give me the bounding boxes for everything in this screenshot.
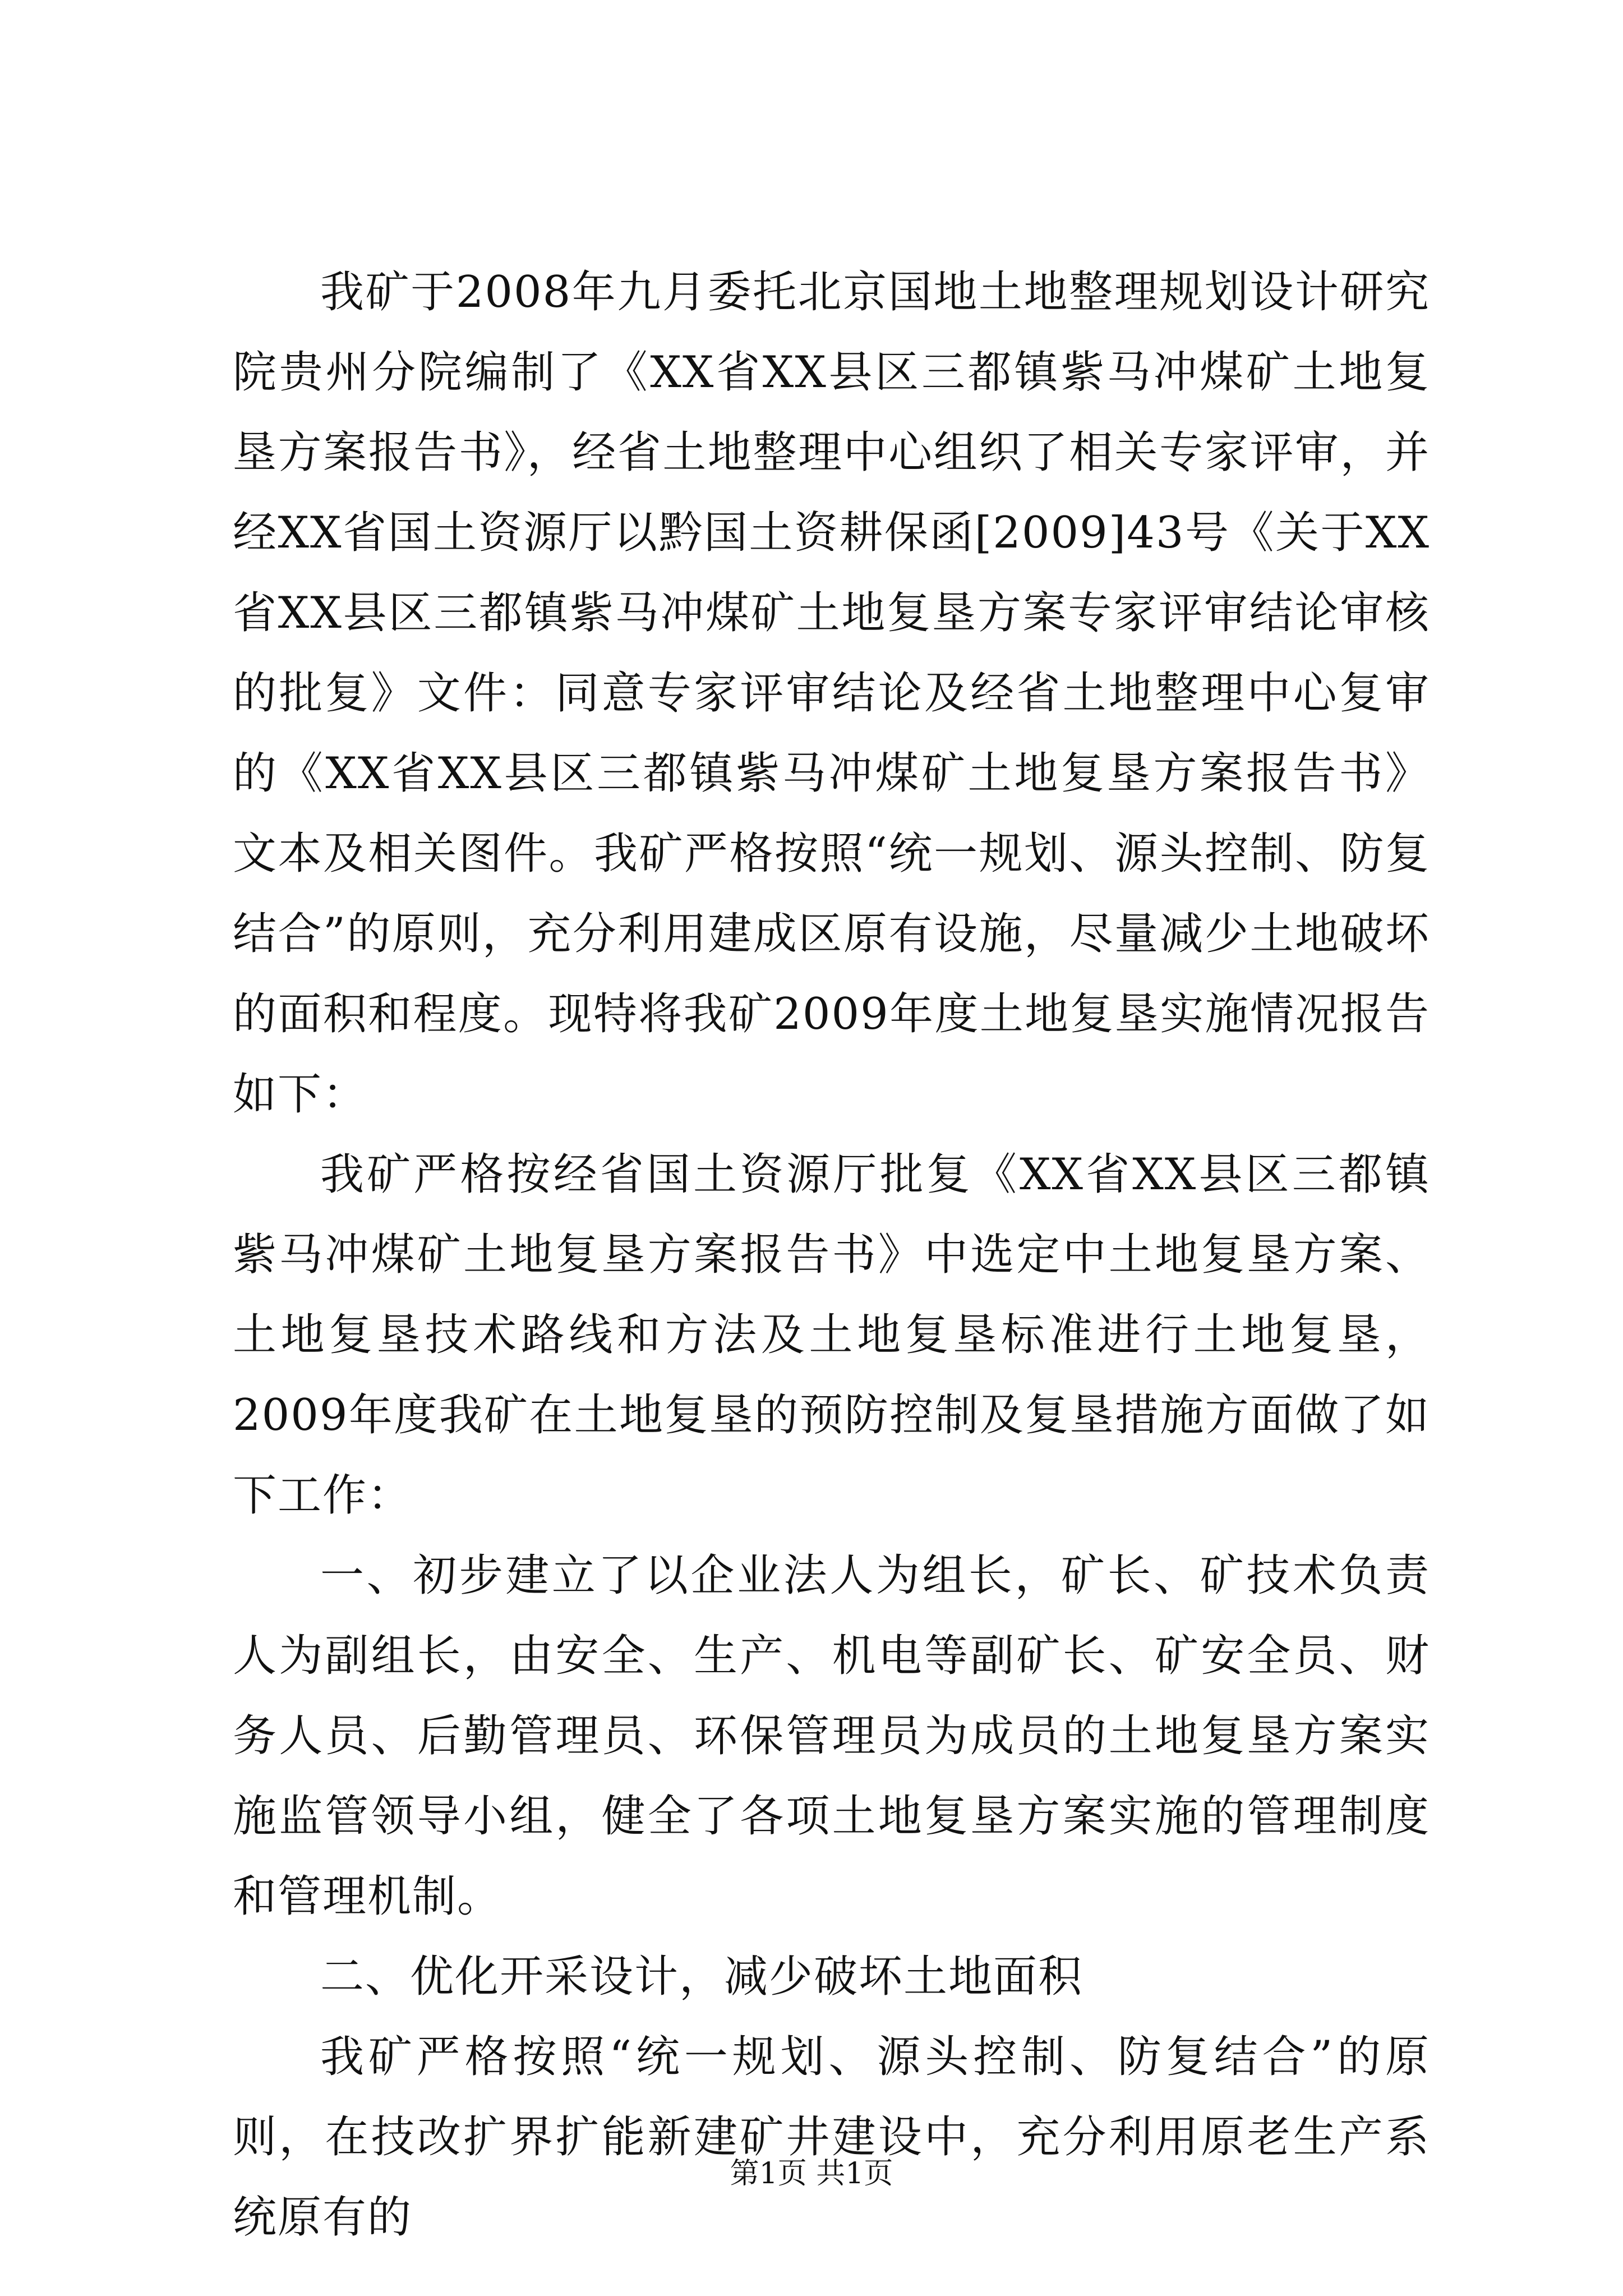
document-body — [233, 252, 1430, 2258]
paragraph-3: 一、初步建立了以企业法人为组长，矿长、矿技术负责人为副组长，由安全、生产、机电等副矿长、矿安全员、财务人员、后勤管理员、环保管理员为成员的土地复垦方案实施监管领导小组，健全了各项土地复垦方案实施的管理制度和管理机制。 — [233, 1550, 1430, 1922]
paragraph-4: 二、优化开采设计，减少破坏土地面积 — [320, 1952, 1083, 2002]
paragraph-5: 我矿严格按照“统一规划、源头控制、防复结合”的原则，在技改扩界扩能新建矿井建设中，充分利用原老生产系统原有的 — [233, 2032, 1430, 2243]
paragraph-2: 我矿严格按经省国土资源厅批复《XX省XX县区三都镇紫马冲煤矿土地复垦方案报告书》中选定中土地复垦方案、土地复垦技术路线和方法及土地复垦标准进行土地复垦，2009年度我矿在土地复垦的预防控制及复垦措施方面做了如下工作： — [233, 1149, 1430, 1521]
page-footer — [0, 2154, 1623, 2193]
page-number-label: 第1页 共1页 — [730, 2157, 893, 2191]
paragraph-1: 我矿于2008年九月委托北京国地土地整理规划设计研究院贵州分院编制了《XX省XX县区三都镇紫马冲煤矿土地复垦方案报告书》，经省土地整理中心组织了相关专家评审，并经XX省国土资源厅以黔国土资耕保函[2009]43号《关于XX省XX县区三都镇紫马冲煤矿土地复垦方案专家评审结论审核的批复》文件：同意专家评审结论及经省土地整理中心复审的《XX省XX县区三都镇紫马冲煤矿土地复垦方案报告书》文本及相关图件。我矿严格按照“统一规划、源头控制、防复结合”的原则，充分利用建成区原有设施，尽量减少土地破坏的面积和程度。现特将我矿2009年度土地复垦实施情况报告如下： — [233, 267, 1430, 1120]
